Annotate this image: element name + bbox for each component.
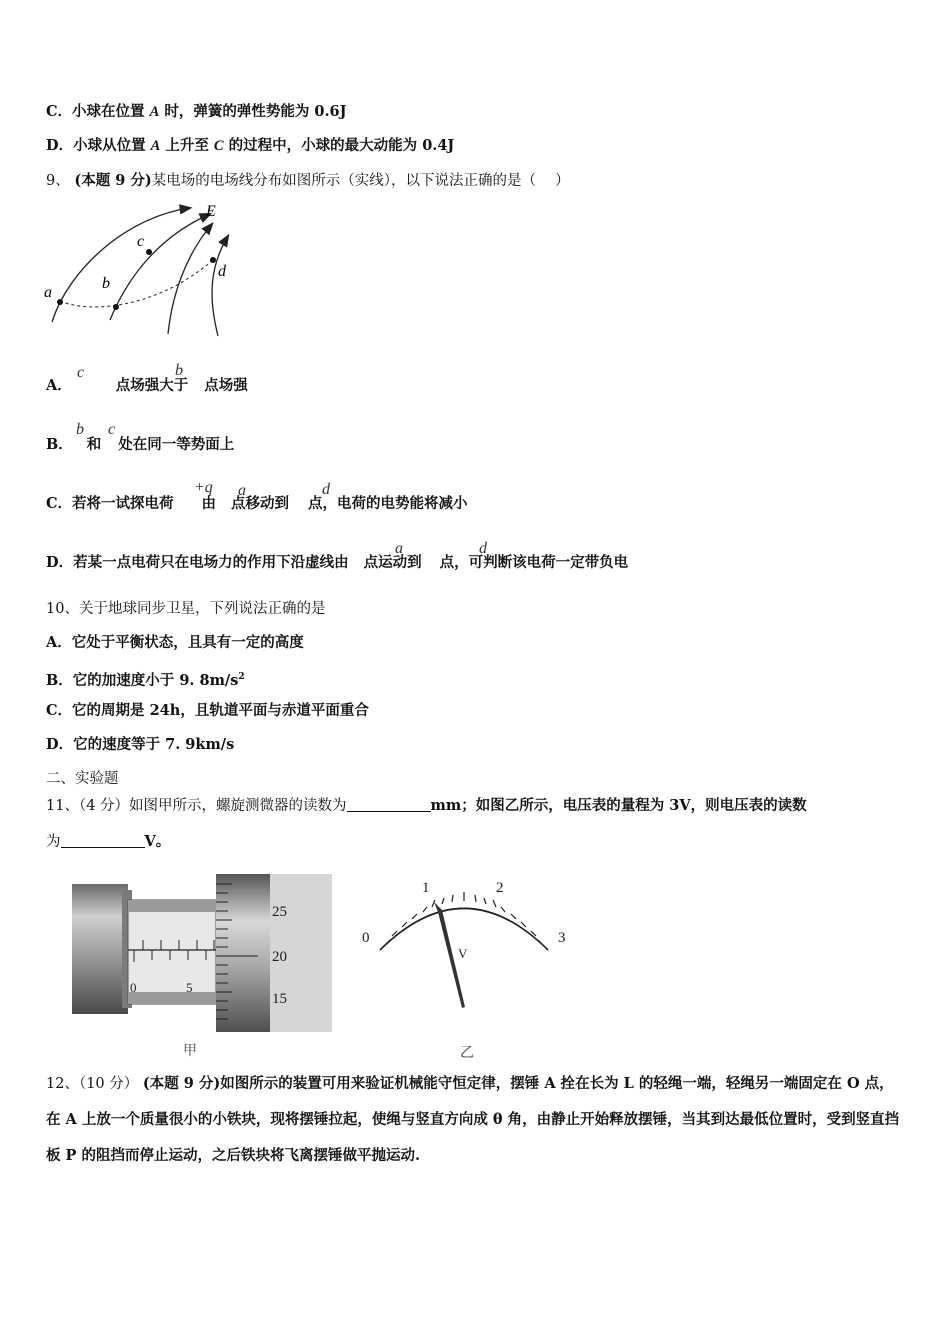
q9-stem: 9、 (本题 9 分)某电场的电场线分布如图所示（实线），以下说法正确的是（ ） xyxy=(46,172,570,189)
q9-d-sym-d: d xyxy=(479,540,487,557)
q9-option-d: D．若某一点电荷只在电场力的作用下沿虚线由 点运动到 点，可判断该电荷一定带负电 xyxy=(46,554,629,571)
q8-option-d: D．小球从位置 A 上升至 C 的过程中，小球的最大动能为 0.4J xyxy=(46,137,455,154)
point-c xyxy=(146,249,152,255)
q11-line1: 11、（4 分）如图甲所示，螺旋测微器的读数为 mm；如图乙所示，电压表的量程为 3V，则电压表的读数 xyxy=(46,797,807,814)
voltmeter-unit: V xyxy=(458,946,468,961)
point-a xyxy=(57,299,63,305)
thimble-label-15: 15 xyxy=(272,991,287,1007)
voltmeter-figure xyxy=(352,872,582,1022)
q9-b-sym-c: c xyxy=(108,421,116,438)
section-heading: 二、实验题 xyxy=(46,771,119,787)
q12-paragraph: 12、（10 分） (本题 9 分)如图所示的装置可用来验证机械能守恒定律，摆锤 A 拴在长为 L 的轻绳一端，轻绳另一端固定在 O 点，在 A 上放一个质量很小的小铁块，现将摆锤拉起，使绳与竖直方向成 θ 角，由静止开始释放摆锤，当其到达最低位置时，受到竖直挡板 P 的阻挡而停止运动，之后铁块将飞离摆锤做平抛运动. xyxy=(46,1075,900,1164)
q9-option-a: A． 点场强大于 点场强 xyxy=(46,377,248,394)
q9-c-sym-d: d xyxy=(322,481,330,498)
voltmeter-label-2: 2 xyxy=(496,880,504,896)
point-b xyxy=(113,304,119,310)
sleeve-label-0: 0 xyxy=(130,980,137,995)
voltmeter-label-1: 1 xyxy=(422,880,430,896)
q9-c-sym-q: +q xyxy=(194,479,213,496)
label-b: b xyxy=(102,275,110,292)
q10-option-d: D．它的速度等于 7. 9km/s xyxy=(46,736,235,753)
label-a: a xyxy=(44,284,52,301)
q8-option-c: C．小球在位置 A 时，弹簧的弹性势能为 0.6J xyxy=(46,103,347,120)
label-c: c xyxy=(137,233,145,250)
voltmeter-label-0: 0 xyxy=(362,930,370,946)
q9-a-sym-b: b xyxy=(175,362,183,379)
q9-option-c: C．若将一试探电荷 由 点移动到 点，电荷的电势能将减小 xyxy=(46,495,468,512)
q11-blank-2 xyxy=(61,833,145,848)
sleeve-label-5: 5 xyxy=(186,980,193,995)
voltmeter-label-3: 3 xyxy=(558,930,566,946)
dashed-path xyxy=(60,258,215,307)
point-d xyxy=(210,257,216,263)
q10-option-c: C．它的周期是 24h，且轨道平面与赤道平面重合 xyxy=(46,702,369,719)
q9-option-b: B． 和 处在同一等势面上 xyxy=(46,436,235,453)
q11-line2: 为 V。 xyxy=(46,833,171,850)
thimble-label-25: 25 xyxy=(272,904,287,920)
q11-blank-1 xyxy=(347,797,431,812)
field-line-4 xyxy=(212,236,228,336)
field-line-3 xyxy=(168,224,212,334)
q9-d-sym-a: a xyxy=(395,540,403,557)
label-e: E xyxy=(206,203,216,220)
label-d: d xyxy=(218,263,226,280)
q9-b-sym-b: b xyxy=(76,421,84,438)
q10-stem: 10、关于地球同步卫星，下列说法正确的是 xyxy=(46,601,326,617)
micrometer-figure xyxy=(72,874,334,1032)
q10-option-b: B．它的加速度小于 9. $8m/s^2$ xyxy=(46,671,245,689)
field-line-2 xyxy=(110,214,210,320)
caption-jia: 甲 xyxy=(183,1043,197,1059)
q9-c-sym-a: a xyxy=(238,482,246,499)
thimble-label-20: 20 xyxy=(272,949,287,965)
q9-field-figure xyxy=(40,196,250,341)
voltmeter-ticks xyxy=(380,892,548,950)
caption-yi: 乙 xyxy=(460,1045,474,1061)
q9-a-sym-c: c xyxy=(77,364,85,381)
q10-option-a: A．它处于平衡状态，且具有一定的高度 xyxy=(46,634,304,651)
